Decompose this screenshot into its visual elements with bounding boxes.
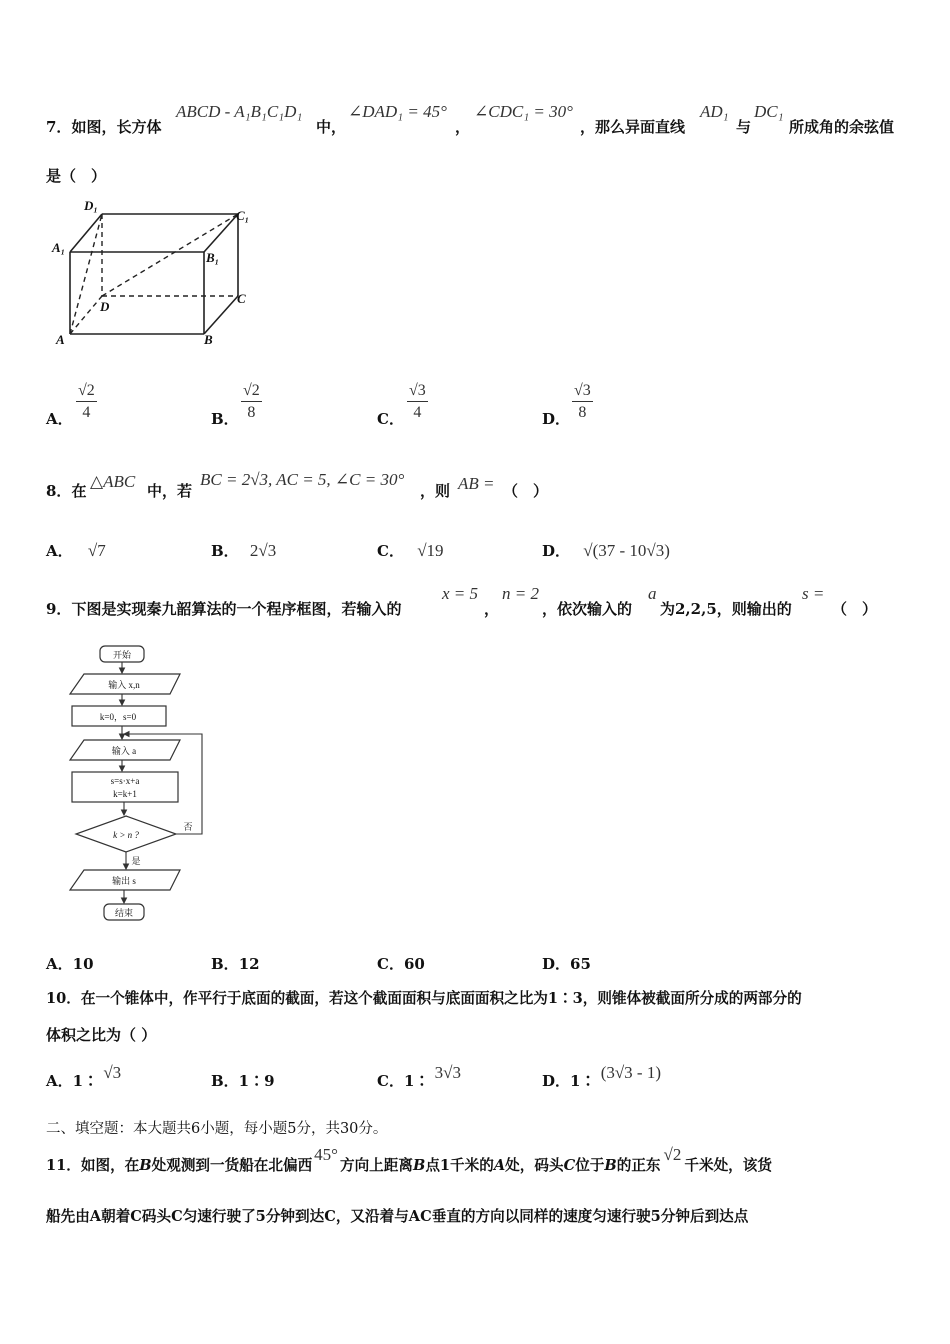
q9-option-c-value: 60 [403,955,425,973]
q7-option-d-label[interactable]: D． [542,410,571,428]
q10-option-c-value: 3√3 [434,1063,461,1082]
q8-option-b-value: 2√3 [249,541,277,560]
q9-option-b[interactable] [211,953,260,974]
label-b1: B₁ [206,250,220,265]
q9-option-d-label: D． [542,955,571,973]
q7-option-a-num: √2 [76,382,97,402]
q9-option-d-value: 65 [570,955,591,973]
q10-option-c-label: C．1∶ [377,1072,430,1090]
q7-expr-cuboid: ABCD - A₁B₁C₁D₁ [176,102,303,121]
q8-option-a-label: A． [46,542,73,560]
q10-option-c[interactable] [377,1063,461,1091]
q8-text-3: ，则 [420,482,451,500]
flow-yes-label: 是 [131,856,141,866]
q7-option-a-label[interactable]: A． [46,410,73,428]
q8-option-a[interactable] [46,540,106,561]
q10-option-b-label: B．1∶9 [211,1072,275,1090]
q8-option-c-label: C． [377,542,404,560]
q10-line-2: 体积之比为（ ） [46,1026,157,1044]
q11-text-d: 方向上距离 [339,1157,413,1174]
q7-comma: ， [455,118,471,136]
q8-text-1: 在 [71,482,87,500]
q9-option-d[interactable] [542,953,591,974]
q8-option-b-label: B． [211,542,239,560]
q11-point-c: C [563,1157,576,1174]
q8-text-2: 中，若 [147,482,193,500]
q9-option-a[interactable] [46,953,94,974]
q7-option-c-fraction[interactable] [407,382,428,422]
q8-text-4: （ ） [503,482,549,500]
q11-text-h: 处，码头 [505,1157,564,1174]
q7-cuboid-figure [50,196,260,348]
q11-text-c: 处观测到一货船在北偏西 [151,1157,313,1174]
section-2-heading: 二、填空题：本大题共6小题，每小题5分，共30分。 [46,1121,388,1137]
q11-text-f: 点1千米的 [425,1157,494,1174]
q11-point-b-1: B [139,1157,152,1174]
q11-degree: 45° [314,1145,338,1164]
flow-input-a-text: 输入 a [111,746,137,756]
q8-option-c-value: √19 [417,541,444,560]
q7-text-2: 中， [316,118,347,136]
q7-option-b-label[interactable]: B． [211,410,239,428]
q9-option-a-value: 10 [72,955,94,973]
q8-option-d-value: √(37 - 10√3) [583,541,670,560]
label-d: D [100,299,110,314]
q9-expr-a: a [648,584,657,603]
q9-expr-x: x = 5 [442,584,479,603]
q11-text-l: 的正东 [616,1157,661,1174]
q8-number: 8． [46,482,72,500]
flow-output-text: 输出 s [112,876,136,886]
q10-line-1: 10．在一个锥体中，作平行于底面的截面，若这个截面面积与底面面积之比为1∶3，则锥体被截面所分成的两部分的 [46,990,802,1007]
q11-text-m: 千米处，该货 [684,1157,772,1174]
q7-number: 7． [46,118,72,136]
q11-line-2: 船先由A朝着C码头C匀速行驶了5分钟到达C，又沿着与AC垂直的方向以同样的速度匀速行驶5分钟后到达点 [46,1208,749,1225]
q9-option-a-label: A． [46,955,73,973]
edge-b1c1 [204,214,238,252]
q7-option-d-num: √3 [572,382,593,402]
q9-expr-s: s = [802,584,825,603]
q9-text-2: ，依次输入的 [542,600,633,618]
label-a: A [56,332,65,347]
label-d1: D₁ [84,198,98,213]
q7-expr-dc1: DC₁ [754,102,784,121]
q8-option-b[interactable] [211,540,276,561]
q9-number: 9． [46,600,72,618]
q7-option-c-label[interactable]: C． [377,410,404,428]
flow-start-text: 开始 [112,650,132,660]
q11-point-a: A [493,1157,506,1174]
label-c: C [237,291,246,306]
q8-option-d[interactable] [542,540,670,561]
label-b: B [204,332,213,347]
q8-stem [46,480,86,501]
edge-a1d1 [70,214,102,252]
q10-option-a-value: √3 [103,1063,122,1082]
q9-text-1: 下图是实现秦九韶算法的一个程序框图，若输入的 [71,600,402,618]
q11-line-1 [46,1145,772,1175]
flow-init-text: k=0，s=0 [99,712,137,722]
flow-input-xn-text: 输入 x,n [108,680,140,690]
flow-no-label: 否 [183,822,193,832]
q9-text-3: 为2,2,5，则输出的 [660,600,792,618]
label-c1: C₁ [236,208,250,223]
q7-option-c-den: 4 [413,404,422,421]
q7-text-1: 如图，长方体 [71,118,162,136]
q9-stem [46,598,401,619]
flow-end-text: 结束 [114,908,134,918]
q8-expr-ab: AB = [458,474,495,493]
q7-option-d-fraction[interactable] [572,382,593,422]
q11-point-b-3: B [604,1157,617,1174]
q7-option-d-den: 8 [578,404,587,421]
q9-expr-n: n = 2 [502,584,539,603]
q9-comma: ， [484,600,500,618]
q7-expr-ad1: AD₁ [700,102,729,121]
q9-text-4: （ ） [832,600,878,618]
q7-expr-angle-dad1: ∠DAD₁ = 45° [348,102,447,121]
q7-option-a-fraction[interactable] [76,382,97,422]
q8-expr-triangle: △ABC [90,472,136,491]
flow-condition-text: k > n ? [113,830,139,840]
q10-option-d-value: (3√3 - 1) [600,1063,662,1082]
q9-option-b-value: 12 [238,955,260,973]
q8-option-d-label: D． [542,542,571,560]
q8-option-a-value: √7 [87,541,106,560]
q9-flowchart [62,640,222,930]
q7-text-5: 所成角的余弦值 [789,118,895,136]
q7-option-c-num: √3 [407,382,428,402]
q10-option-d-label: D．1∶ [542,1072,596,1090]
q7-option-a-den: 4 [82,404,91,421]
q9-option-b-label: B． [211,955,239,973]
q11-point-b-2: B [412,1157,426,1174]
q10-option-d[interactable] [542,1063,662,1091]
q8-expr-given: BC = 2√3, AC = 5, ∠C = 30° [200,470,405,489]
q7-text-3: ，那么异面直线 [580,118,686,136]
q7-option-b-num: √2 [241,382,262,402]
q7-stem [46,116,161,137]
q9-option-c[interactable] [377,953,425,974]
edge-bc [204,296,238,334]
q7-expr-angle-cdc1: ∠CDC₁ = 30° [474,102,573,121]
q7-option-b-den: 8 [247,404,256,421]
q10-option-b[interactable] [211,1070,275,1091]
q7-line-2: 是（ ） [46,167,107,185]
label-a1: A₁ [52,240,66,255]
q7-option-b-fraction[interactable] [241,382,262,422]
q11-text-a: 11．如图，在 [46,1157,140,1174]
flow-assign1-text: s=s·x+a [110,776,140,786]
q9-option-c-label: C． [377,955,404,973]
q11-sqrt2: √2 [663,1145,682,1164]
q10-option-a-label: A．1∶ [46,1072,99,1090]
q8-option-c[interactable] [377,540,444,561]
q7-text-4: 与 [736,118,752,136]
q10-option-a[interactable] [46,1063,122,1091]
q11-text-j: 位于 [575,1157,605,1174]
flow-assign2-text: k=k+1 [113,789,137,799]
